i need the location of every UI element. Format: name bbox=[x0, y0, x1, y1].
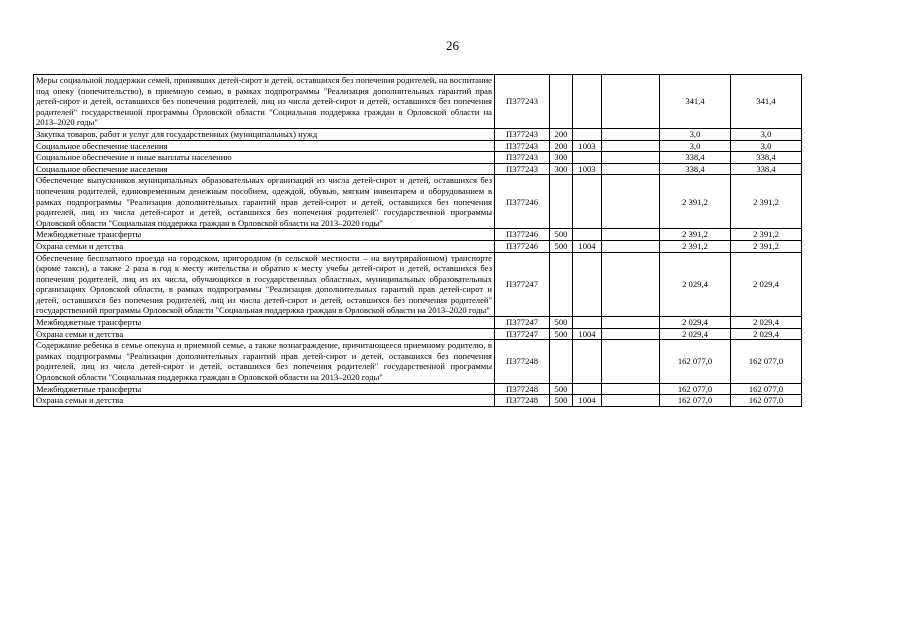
row-amount-1-cell: 338,4 bbox=[660, 163, 731, 175]
row-code-cell: П377248 bbox=[495, 340, 550, 383]
row-amount-1-cell: 2 391,2 bbox=[660, 240, 731, 252]
row-name-cell: Меры социальной поддержки семей, принявших детей-сирот и детей, оставшихся без попечения родителей, на воспитание под опеку (попечительство), в приемную семью, в рамках подпрограммы "Реализация дополнительных гарантий прав детей-сирот и детей, оставшихся без попечения родителей, лиц из числа детей-сирот и детей, оставшихся без попечения родителей" государственной программы Орловской области "Социальная поддержка граждан в Орловской области на 2013–2020 годы" bbox=[34, 75, 495, 129]
row-amount-2-cell: 162 077,0 bbox=[731, 340, 802, 383]
row-code-cell: П377243 bbox=[495, 128, 550, 140]
table-row bbox=[34, 240, 802, 252]
row-expense-type-cell: 200 bbox=[550, 140, 573, 152]
budget-table bbox=[33, 74, 802, 407]
row-section-cell: 1003 bbox=[573, 163, 602, 175]
row-name-cell: Социальное обеспечение и иные выплаты населению bbox=[34, 152, 495, 164]
table-row bbox=[34, 75, 802, 129]
row-expense-type-cell: 500 bbox=[550, 317, 573, 329]
row-code-cell: П377243 bbox=[495, 75, 550, 129]
row-amount-1-cell: 2 391,2 bbox=[660, 229, 731, 241]
table-row bbox=[34, 163, 802, 175]
row-amount-1-cell: 162 077,0 bbox=[660, 383, 731, 395]
row-name-cell: Охрана семьи и детства bbox=[34, 240, 495, 252]
row-expense-type-cell bbox=[550, 175, 573, 229]
row-code-cell: П377248 bbox=[495, 395, 550, 407]
row-expense-type-cell: 300 bbox=[550, 163, 573, 175]
row-name-cell: Закупка товаров, работ и услуг для государственных (муниципальных) нужд bbox=[34, 128, 495, 140]
table-row bbox=[34, 383, 802, 395]
row-expense-type-cell: 500 bbox=[550, 229, 573, 241]
table-row bbox=[34, 175, 802, 229]
row-code-cell: П377243 bbox=[495, 163, 550, 175]
row-expense-type-cell: 500 bbox=[550, 395, 573, 407]
row-amount-2-cell: 2 029,4 bbox=[731, 317, 802, 329]
row-name-cell: Социальное обеспечение населения bbox=[34, 163, 495, 175]
row-name-cell: Охрана семьи и детства bbox=[34, 395, 495, 407]
row-section-cell bbox=[573, 175, 602, 229]
row-amount-2-cell: 2 391,2 bbox=[731, 175, 802, 229]
row-empty-cell bbox=[602, 340, 660, 383]
row-name-cell: Межбюджетные трансферты bbox=[34, 383, 495, 395]
row-amount-1-cell: 341,4 bbox=[660, 75, 731, 129]
row-empty-cell bbox=[602, 175, 660, 229]
row-section-cell: 1003 bbox=[573, 140, 602, 152]
budget-table-body bbox=[34, 75, 802, 407]
row-section-cell: 1004 bbox=[573, 240, 602, 252]
row-section-cell bbox=[573, 383, 602, 395]
row-section-cell: 1004 bbox=[573, 395, 602, 407]
row-empty-cell bbox=[602, 328, 660, 340]
row-amount-2-cell: 2 029,4 bbox=[731, 328, 802, 340]
table-row bbox=[34, 128, 802, 140]
row-empty-cell bbox=[602, 383, 660, 395]
row-name-cell: Охрана семьи и детства bbox=[34, 328, 495, 340]
row-code-cell: П377246 bbox=[495, 240, 550, 252]
row-amount-1-cell: 2 029,4 bbox=[660, 317, 731, 329]
row-expense-type-cell: 300 bbox=[550, 152, 573, 164]
row-amount-2-cell: 162 077,0 bbox=[731, 395, 802, 407]
row-name-cell: Обеспечение выпускников муниципальных образовательных организаций из числа детей-сирот и детей, оставшихся без попечения родителей, единовременным денежным пособием, одеждой, обувью, мягким инвентарем и оборудованием в рамках подпрограммы "Реализация дополнительных гарантий прав детей-сирот и детей, оставшихся без попечения родителей, лиц из числа детей-сирот и детей, оставшихся без попечения родителей" государственной программы Орловской области "Социальная поддержка граждан в Орловской области на 2013–2020 годы" bbox=[34, 175, 495, 229]
row-amount-2-cell: 2 391,2 bbox=[731, 229, 802, 241]
row-section-cell: 1004 bbox=[573, 328, 602, 340]
row-code-cell: П377247 bbox=[495, 252, 550, 317]
row-section-cell bbox=[573, 229, 602, 241]
row-amount-2-cell: 341,4 bbox=[731, 75, 802, 129]
row-code-cell: П377243 bbox=[495, 140, 550, 152]
row-amount-1-cell: 2 029,4 bbox=[660, 252, 731, 317]
row-section-cell bbox=[573, 152, 602, 164]
row-empty-cell bbox=[602, 252, 660, 317]
row-section-cell bbox=[573, 252, 602, 317]
row-expense-type-cell: 500 bbox=[550, 328, 573, 340]
table-row bbox=[34, 252, 802, 317]
row-name-cell: Обеспечение бесплатного проезда на городском, пригородном (в сельской местности – на внутрирайонном) транспорте (кроме такси), а также 2 раза в год к месту жительства и обратно к месту учебы детей-сирот и детей, оставшихся без попечения родителей, лиц из их числа, обучающихся в государственных областных, муниципальных образовательных организациях Орловской области, в рамках подпрограммы "Реализация дополнительных гарантий прав детей-сирот и детей, оставшихся без попечения родителей, лиц из числа детей-сирот и детей, оставшихся без попечения родителей" государственной программы Орловской области "Социальная поддержка граждан в Орловской области на 2013–2020 годы" bbox=[34, 252, 495, 317]
row-code-cell: П377246 bbox=[495, 175, 550, 229]
row-empty-cell bbox=[602, 75, 660, 129]
table-row bbox=[34, 340, 802, 383]
row-code-cell: П377248 bbox=[495, 383, 550, 395]
row-amount-1-cell: 3,0 bbox=[660, 140, 731, 152]
row-empty-cell bbox=[602, 240, 660, 252]
row-amount-2-cell: 2 391,2 bbox=[731, 240, 802, 252]
row-name-cell: Содержание ребенка в семье опекуна и приемной семье, а также вознаграждение, причитающееся приемному родителю, в рамках подпрограммы "Реализация дополнительных гарантий прав детей-сирот и детей, оставшихся без попечения родителей, лиц из числа детей-сирот и детей, оставшихся без попечения родителей" государственной программы Орловской области "Социальная поддержка граждан в Орловской области на 2013–2020 годы" bbox=[34, 340, 495, 383]
row-code-cell: П377246 bbox=[495, 229, 550, 241]
row-amount-2-cell: 3,0 bbox=[731, 128, 802, 140]
row-expense-type-cell bbox=[550, 340, 573, 383]
row-code-cell: П377247 bbox=[495, 328, 550, 340]
row-code-cell: П377247 bbox=[495, 317, 550, 329]
row-empty-cell bbox=[602, 140, 660, 152]
row-expense-type-cell: 500 bbox=[550, 383, 573, 395]
row-empty-cell bbox=[602, 163, 660, 175]
row-empty-cell bbox=[602, 229, 660, 241]
row-section-cell bbox=[573, 340, 602, 383]
row-empty-cell bbox=[602, 152, 660, 164]
table-row bbox=[34, 317, 802, 329]
row-name-cell: Межбюджетные трансферты bbox=[34, 229, 495, 241]
row-amount-1-cell: 2 029,4 bbox=[660, 328, 731, 340]
table-row bbox=[34, 152, 802, 164]
row-section-cell bbox=[573, 317, 602, 329]
row-section-cell bbox=[573, 128, 602, 140]
row-amount-1-cell: 2 391,2 bbox=[660, 175, 731, 229]
row-amount-1-cell: 338,4 bbox=[660, 152, 731, 164]
row-code-cell: П377243 bbox=[495, 152, 550, 164]
row-empty-cell bbox=[602, 128, 660, 140]
row-section-cell bbox=[573, 75, 602, 129]
row-expense-type-cell bbox=[550, 75, 573, 129]
row-expense-type-cell: 500 bbox=[550, 240, 573, 252]
row-amount-1-cell: 162 077,0 bbox=[660, 340, 731, 383]
table-row bbox=[34, 328, 802, 340]
table-row bbox=[34, 395, 802, 407]
row-amount-2-cell: 338,4 bbox=[731, 152, 802, 164]
row-name-cell: Межбюджетные трансферты bbox=[34, 317, 495, 329]
row-empty-cell bbox=[602, 317, 660, 329]
table-row bbox=[34, 140, 802, 152]
row-empty-cell bbox=[602, 395, 660, 407]
row-amount-2-cell: 338,4 bbox=[731, 163, 802, 175]
page-number: 26 bbox=[446, 38, 459, 53]
row-name-cell: Социальное обеспечение населения bbox=[34, 140, 495, 152]
row-expense-type-cell: 200 bbox=[550, 128, 573, 140]
row-amount-2-cell: 3,0 bbox=[731, 140, 802, 152]
table-row bbox=[34, 229, 802, 241]
row-amount-2-cell: 162 077,0 bbox=[731, 383, 802, 395]
row-amount-1-cell: 162 077,0 bbox=[660, 395, 731, 407]
row-expense-type-cell bbox=[550, 252, 573, 317]
row-amount-1-cell: 3,0 bbox=[660, 128, 731, 140]
row-amount-2-cell: 2 029,4 bbox=[731, 252, 802, 317]
